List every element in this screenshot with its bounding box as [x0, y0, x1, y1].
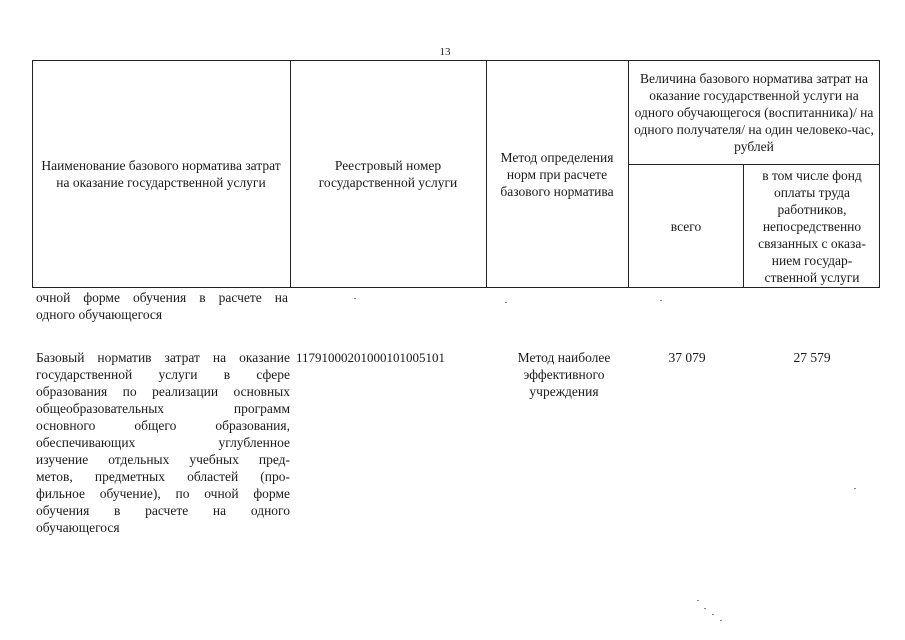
- page-number: 13: [439, 46, 451, 58]
- text-line: общеобразовательных программ: [36, 401, 290, 416]
- row-registry-number: 11791000201000101005101: [296, 350, 446, 365]
- scan-speck: [354, 298, 356, 299]
- text-line: обеспечивающих углубленное: [36, 435, 290, 450]
- header-value-group: Величина базового норматива затрат на оказание государственной услуги на одного обучающегося (воспитанника)/ на одного получателя/ на один человеко-час, рублей: [634, 70, 874, 154]
- table-border-right: [879, 60, 880, 288]
- table-border-left: [32, 60, 33, 288]
- text-line: одного обучающегося: [36, 307, 163, 322]
- text-line: обучающегося: [36, 520, 120, 535]
- text-line: обучения в расчете на одного: [36, 503, 290, 518]
- continuation-text: [36, 289, 288, 323]
- header-total: всего: [670, 218, 702, 234]
- header-method: Метод определения норм при расчете базового норматива: [500, 149, 614, 199]
- text-line: основного общего образования,: [36, 418, 290, 433]
- text-line: метов, предметных областей (про-: [36, 469, 290, 484]
- scan-speck: [720, 620, 722, 621]
- column-divider: [486, 60, 487, 288]
- text-line: образования по реализации основных: [36, 384, 290, 399]
- scan-speck: [660, 300, 662, 301]
- column-divider: [290, 60, 291, 288]
- scan-speck: [704, 608, 706, 609]
- table-header: [32, 60, 880, 288]
- header-wage-fund: в том числе фонд оплаты труда работников, непосредственно связанных с оказа-нием государ-ственной услуги: [758, 167, 866, 285]
- scan-speck: [854, 488, 856, 489]
- header-name: Наименование базового норматива затрат на оказание государственной услуги: [41, 158, 281, 190]
- row-total: 37 079: [668, 350, 706, 365]
- scan-speck: [505, 302, 507, 303]
- row-method: Метод наиболее эффективного учреждения: [517, 350, 611, 399]
- row-wage-fund: 27 579: [793, 350, 831, 365]
- text-line: Базовый норматив затрат на оказание: [36, 350, 290, 365]
- scan-speck: [712, 614, 714, 615]
- text-line: изучение отдельных учебных пред-: [36, 452, 290, 467]
- row-name-cell: [36, 349, 290, 536]
- header-registry-number: Реестровый номер государственной услуги: [318, 158, 458, 190]
- text-line: очной форме обучения в расчете на: [36, 290, 288, 305]
- column-divider: [743, 164, 744, 288]
- text-line: государственной услуги в сфере: [36, 367, 290, 382]
- scan-speck: [697, 600, 699, 601]
- text-line: фильное обучение), по очной форме: [36, 486, 290, 501]
